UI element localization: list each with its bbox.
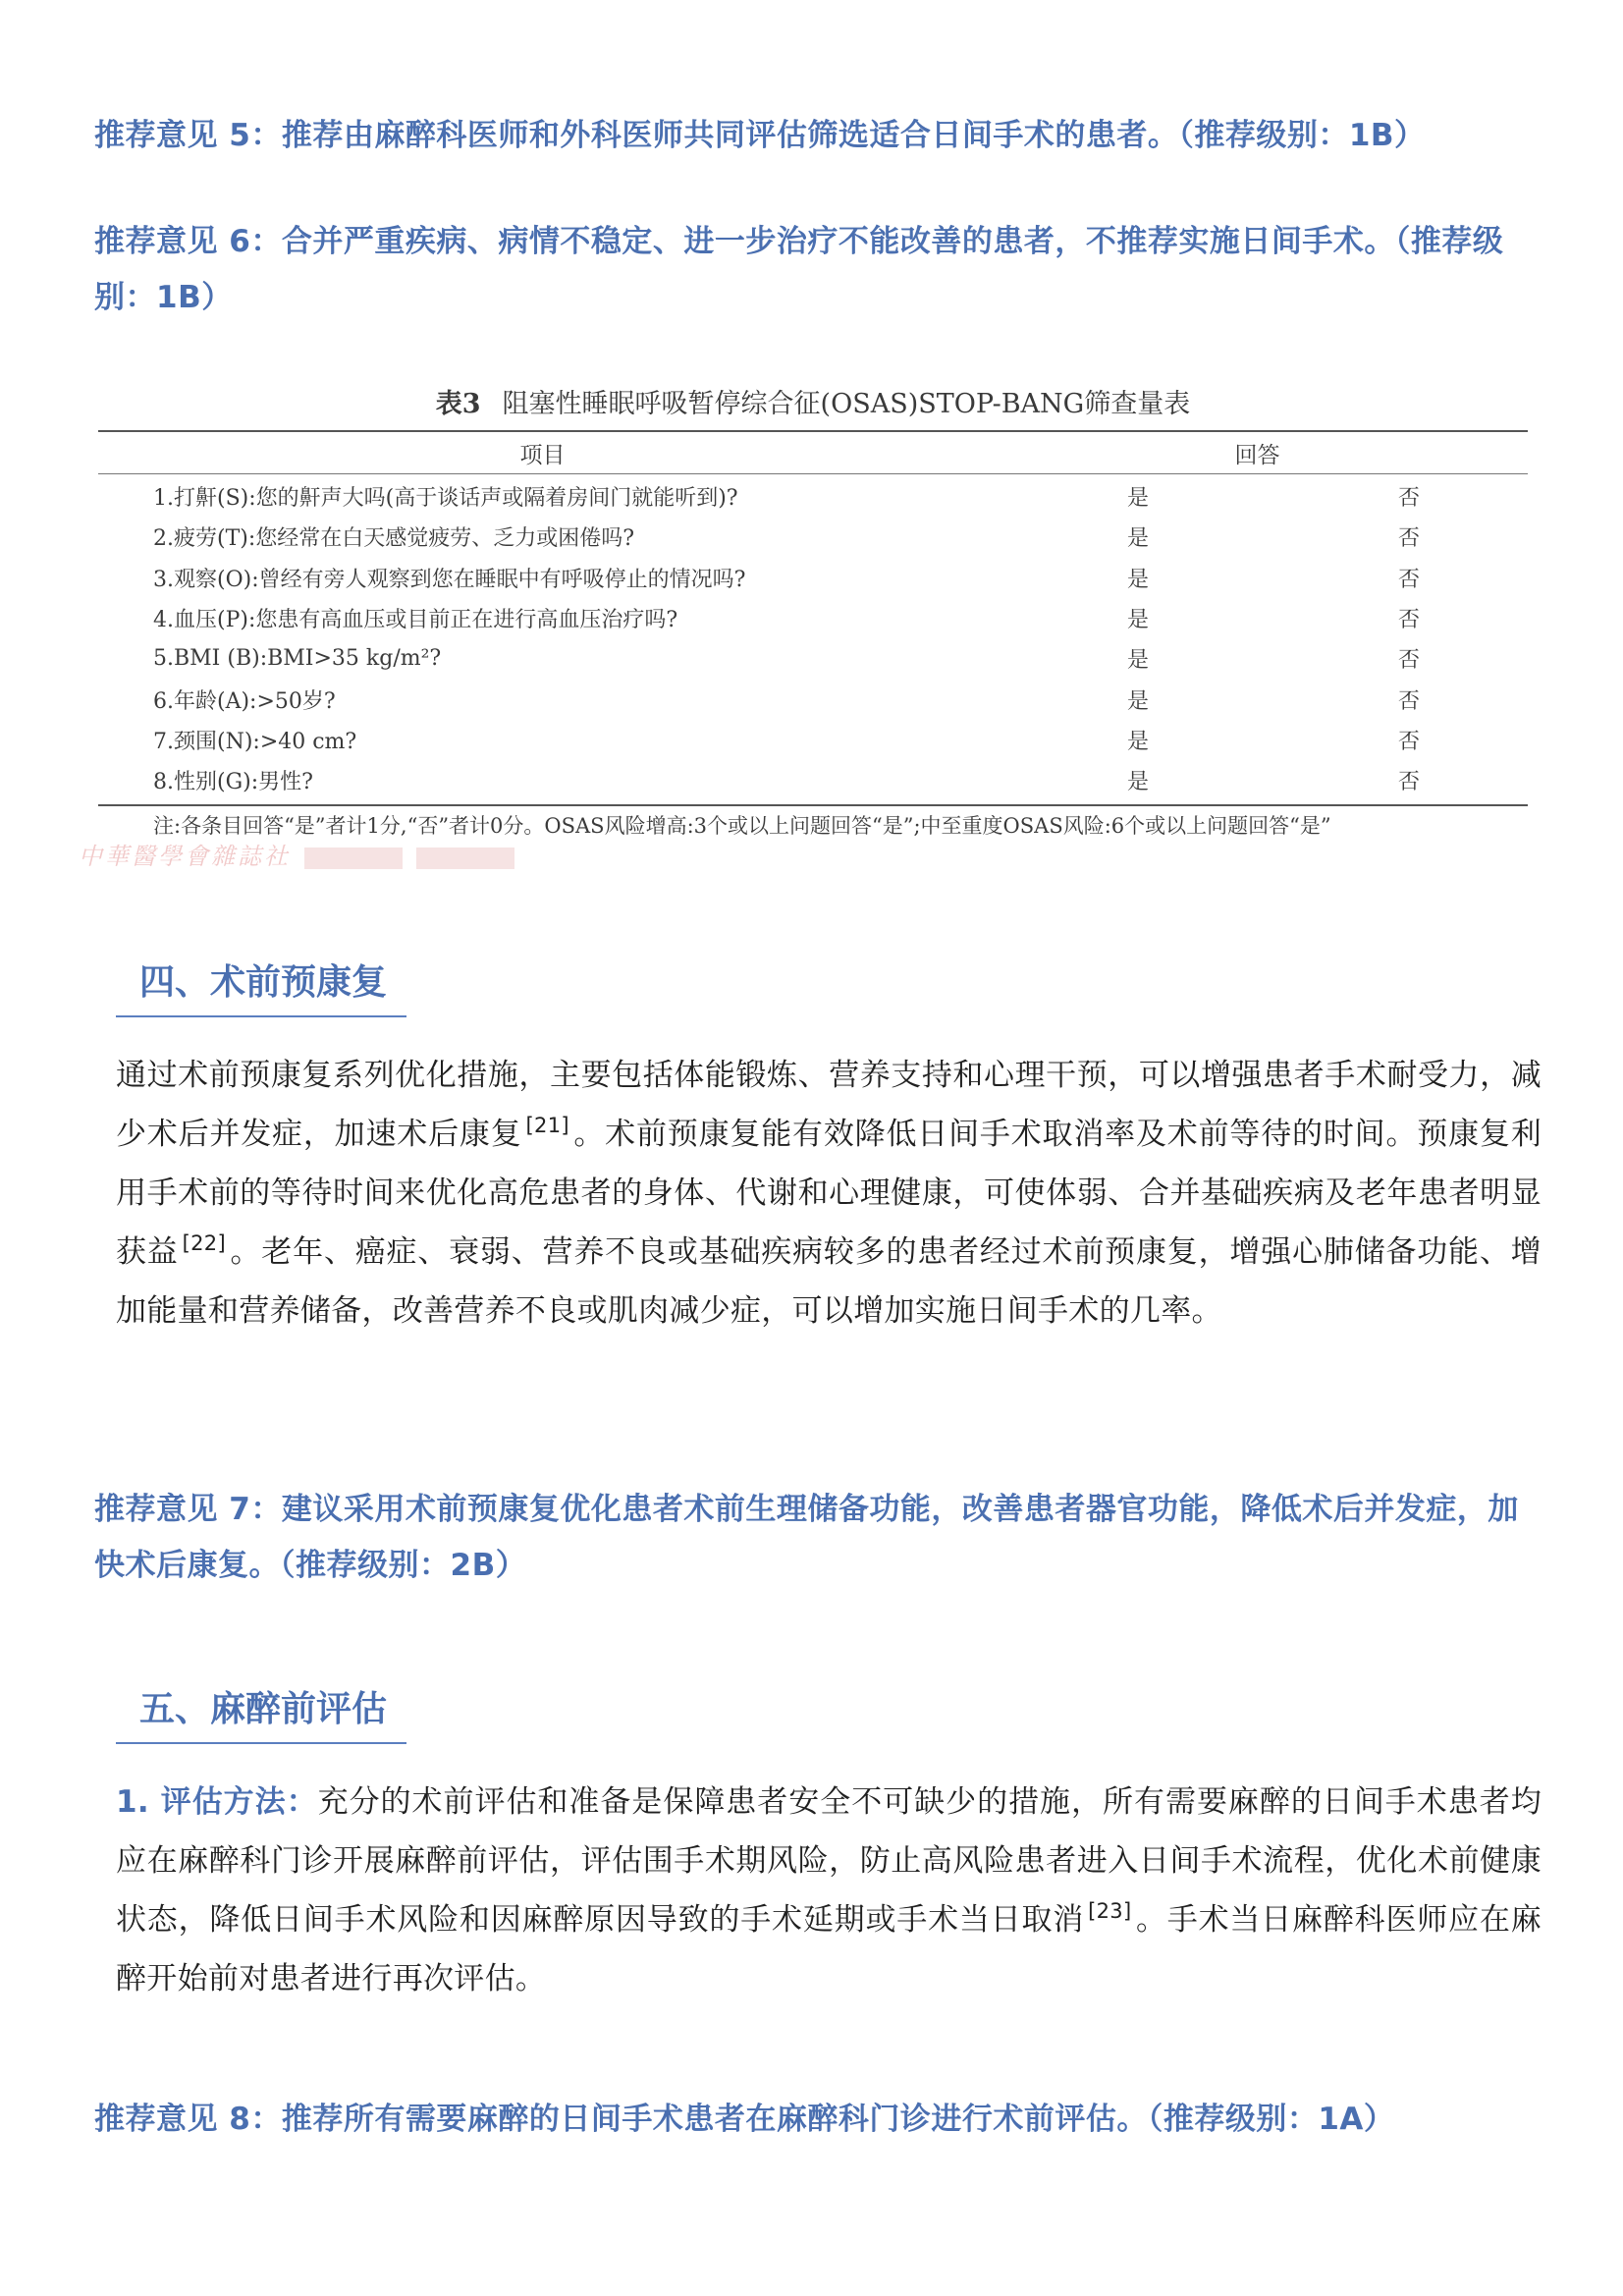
table-row bbox=[98, 679, 1528, 719]
publisher-watermark bbox=[79, 837, 514, 871]
question-cell: 7.颈围(N):>40 cm? bbox=[153, 729, 357, 754]
col-answer-header: 回答 bbox=[1234, 442, 1280, 468]
table-number: 表3 bbox=[435, 389, 481, 419]
table-row bbox=[98, 720, 1528, 760]
yes-cell: 是 bbox=[1127, 486, 1150, 512]
recommendation-5: 推荐意见 5：推荐由麻醉科医师和外科医师共同评估筛选适合日间手术的患者。（推荐级别：1B） bbox=[94, 118, 1426, 153]
table-row bbox=[98, 476, 1528, 517]
yes-cell: 是 bbox=[1127, 608, 1150, 633]
recommendation-7: 推荐意见 7：建议采用术前预康复优化患者术前生理储备功能，改善患者器官功能，降低术后并发症，加快术后康复。（推荐级别：2B） bbox=[94, 1492, 1519, 1583]
watermark-mark bbox=[416, 847, 514, 869]
no-cell: 否 bbox=[1398, 770, 1421, 795]
reference-22[interactable]: [22] bbox=[182, 1231, 226, 1255]
question-cell: 3.观察(O):曾经有旁人观察到您在睡眠中有呼吸停止的情况吗? bbox=[153, 567, 746, 592]
section-5-text-1: 充分的术前评估和准备是保障患者安全不可缺少的措施，所有需要麻醉的日间手术患者均应在麻醉科门诊开展麻醉前评估，评估围手术期风险，防止高风险患者进入日间手术流程，优化术前健康状态，降低日间手术风险和因麻醉原因导致的手术延期或手术当日取消 bbox=[116, 1784, 1542, 1938]
watermark-text: 中華醫學會雜誌社 bbox=[79, 843, 291, 870]
question-cell: 1.打鼾(S):您的鼾声大吗(高于谈话声或隔着房间门就能听到)? bbox=[153, 486, 738, 512]
table-title bbox=[98, 379, 1528, 430]
section-4-text-1: 通过术前预康复系列优化措施，主要包括体能锻炼、营养支持和心理干预，可以增强患者手术耐受力，减少术后并发症，加速术后康复 bbox=[116, 1058, 1542, 1152]
table-header bbox=[98, 432, 1528, 473]
yes-cell: 是 bbox=[1127, 567, 1150, 592]
yes-cell: 是 bbox=[1127, 770, 1150, 795]
yes-cell: 是 bbox=[1127, 688, 1150, 714]
question-cell: 2.疲劳(T):您经常在白天感觉疲劳、乏力或困倦吗? bbox=[153, 526, 635, 552]
table-row bbox=[98, 760, 1528, 800]
stop-bang-table bbox=[98, 379, 1528, 846]
question-cell: 6.年龄(A):>50岁? bbox=[153, 688, 336, 714]
assessment-method-label: 1. 评估方法： bbox=[116, 1784, 318, 1820]
question-cell: 8.性别(G):男性? bbox=[153, 770, 313, 795]
section-4-paragraph bbox=[116, 1046, 1542, 1340]
question-cell: 5.BMI (B):BMI>35 kg/m²? bbox=[153, 646, 442, 672]
section-4-text-2: 。术前预康复能有效降低日间手术取消率及术前等待的时间。预康复利用手术前的等待时间来优化高危患者的身体、代谢和心理健康，可使体弱、合并基础疾病及老年患者明显获益 bbox=[116, 1117, 1542, 1270]
table-row bbox=[98, 638, 1528, 679]
section-5-paragraph bbox=[116, 1773, 1542, 2008]
table-row bbox=[98, 558, 1528, 598]
section-4-text-3: 。老年、癌症、衰弱、营养不良或基础疾病较多的患者经过术前预康复，增强心肺储备功能、增加能量和营养储备，改善营养不良或肌肉减少症，可以增加实施日间手术的几率。 bbox=[116, 1234, 1542, 1329]
table-row bbox=[98, 517, 1528, 557]
recommendation-6: 推荐意见 6：合并严重疾病、病情不稳定、进一步治疗不能改善的患者，不推荐实施日间手术。（推荐级别：1B） bbox=[94, 224, 1504, 315]
yes-cell: 是 bbox=[1127, 648, 1150, 674]
no-cell: 否 bbox=[1398, 567, 1421, 592]
table-note: 注:各条目回答“是”者计1分,“否”者计0分。OSAS风险增高:3个或以上问题回答“是”;中至重度OSAS风险:6个或以上问题回答“是” bbox=[153, 814, 1331, 839]
no-cell: 否 bbox=[1398, 648, 1421, 674]
reference-23[interactable]: [23] bbox=[1088, 1899, 1132, 1923]
no-cell: 否 bbox=[1398, 608, 1421, 633]
no-cell: 否 bbox=[1398, 526, 1421, 552]
table-body bbox=[98, 474, 1528, 800]
table-row bbox=[98, 598, 1528, 638]
section-5-heading: 五、麻醉前评估 bbox=[116, 1679, 406, 1744]
no-cell: 否 bbox=[1398, 486, 1421, 512]
yes-cell: 是 bbox=[1127, 526, 1150, 552]
no-cell: 否 bbox=[1398, 688, 1421, 714]
col-item-header: 项目 bbox=[519, 442, 566, 468]
no-cell: 否 bbox=[1398, 729, 1421, 754]
section-5-text-2: 。手术当日麻醉科医师应在麻醉开始前对患者进行再次评估。 bbox=[116, 1902, 1542, 1996]
section-4-heading: 四、术前预康复 bbox=[116, 953, 406, 1017]
recommendation-8: 推荐意见 8：推荐所有需要麻醉的日间手术患者在麻醉科门诊进行术前评估。（推荐级别：1A） bbox=[94, 2102, 1395, 2137]
reference-21[interactable]: [21] bbox=[525, 1114, 569, 1137]
watermark-mark bbox=[304, 847, 403, 869]
question-cell: 4.血压(P):您患有高血压或目前正在进行高血压治疗吗? bbox=[153, 608, 678, 633]
table-title-text: 阻塞性睡眠呼吸暂停综合征(OSAS)STOP-BANG筛查量表 bbox=[502, 389, 1191, 419]
yes-cell: 是 bbox=[1127, 729, 1150, 754]
